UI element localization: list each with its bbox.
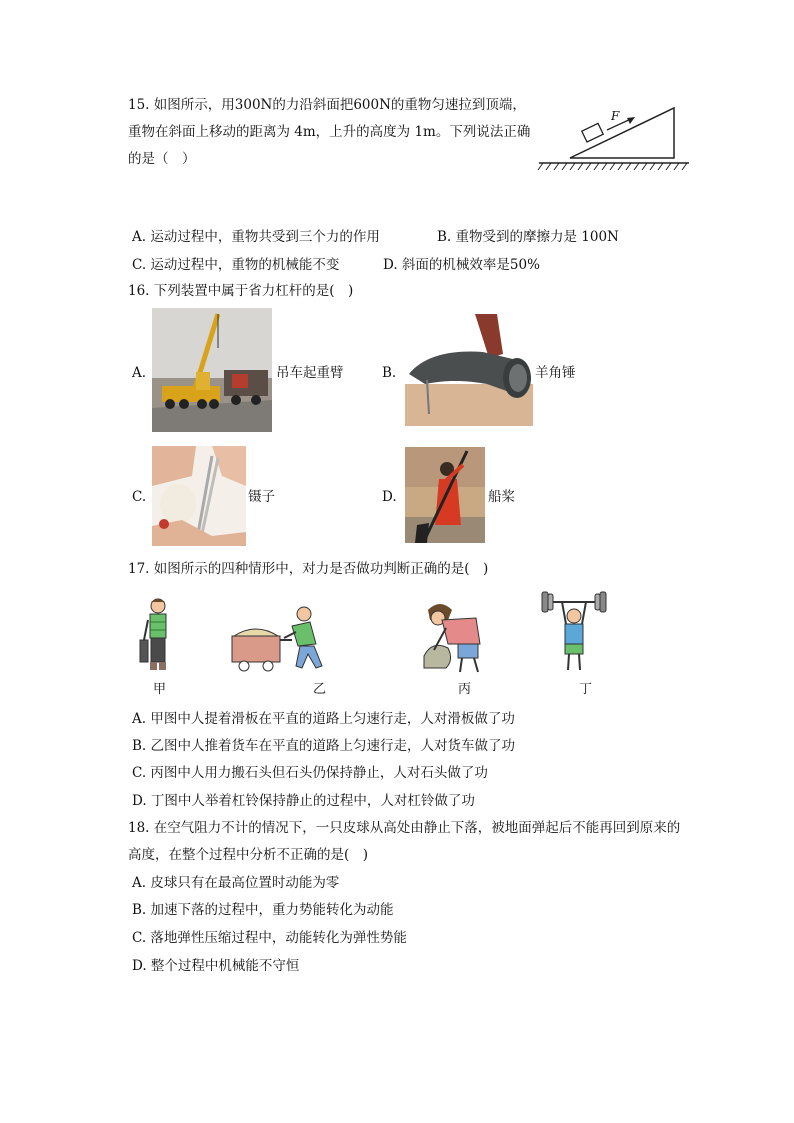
claw-hammer-image (405, 314, 533, 426)
q16-option-c-caption: 镊子 (248, 489, 275, 505)
q18-stem-line1: 18. 在空气阻力不计的情况下，一只皮球从高处由静止下落，被地面弹起后不能再回到原来的 (128, 820, 681, 836)
q18-option-d: D. 整个过程中机械能不守恒 (132, 958, 300, 974)
figure-label-bing: 丙 (458, 682, 472, 697)
q16-option-b-caption: 羊角锤 (535, 365, 576, 381)
q15-stem-line1: 15. 如图所示，用300N的力沿斜面把600N的重物匀速拉到顶端， (128, 97, 526, 113)
q16-option-d-caption: 船桨 (488, 489, 515, 505)
q17-option-d: D. 丁图中人举着杠铃保持静止的过程中，人对杠铃做了功 (132, 793, 475, 809)
q18-option-b: B. 加速下落的过程中，重力势能转化为动能 (132, 902, 394, 918)
q15-option-a: A. 运动过程中，重物共受到三个力的作用 (132, 229, 380, 245)
q16-option-c-letter: C. (132, 489, 147, 505)
q16-option-a-letter: A. (132, 365, 147, 381)
incline-figure (537, 100, 692, 175)
figure-label-yi: 乙 (313, 682, 327, 697)
q16-option-a-caption: 吊车起重臂 (276, 365, 344, 381)
boy-carrying-skateboard-figure (138, 596, 178, 678)
force-label: F (611, 109, 620, 123)
tweezers-image (152, 446, 246, 546)
pushing-cart-figure (230, 604, 332, 674)
q15-stem-line2: 重物在斜面上移动的距离为 4m，上升的高度为 1m。下列说法正确 (128, 124, 531, 140)
holding-barbell-figure (540, 588, 608, 676)
q15-option-d: D. 斜面的机械效率是50% (383, 257, 540, 273)
q16-option-b-letter: B. (382, 365, 397, 381)
q18-option-a: A. 皮球只有在最高位置时动能为零 (132, 875, 340, 891)
figure-label-ding: 丁 (579, 682, 593, 697)
q16-stem: 16. 下列装置中属于省力杠杆的是( ) (128, 283, 354, 299)
rower-image (405, 447, 485, 543)
q16-option-d-letter: D. (382, 489, 397, 505)
q17-option-c: C. 丙图中人用力搬石头但石头仍保持静止，人对石头做了功 (132, 765, 488, 781)
figure-label-jia: 甲 (153, 682, 167, 697)
q17-option-a: A. 甲图中人提着滑板在平直的道路上匀速行走，人对滑板做了功 (132, 711, 515, 727)
crane-image (152, 308, 272, 432)
q15-stem-line3: 的是（ ） (128, 151, 196, 167)
q15-option-c: C. 运动过程中，重物的机械能不变 (132, 257, 340, 273)
q15-option-b: B. 重物受到的摩擦力是 100N (437, 229, 619, 245)
q17-option-b: B. 乙图中人推着货车在平直的道路上匀速行走，人对货车做了功 (132, 738, 516, 754)
q18-stem-line2: 高度，在整个过程中分析不正确的是( ) (128, 847, 369, 863)
q18-option-c: C. 落地弹性压缩过程中，动能转化为弹性势能 (132, 930, 407, 946)
q17-stem: 17. 如图所示的四种情形中，对力是否做功判断正确的是( ) (128, 561, 489, 577)
lifting-stone-figure (418, 600, 488, 674)
